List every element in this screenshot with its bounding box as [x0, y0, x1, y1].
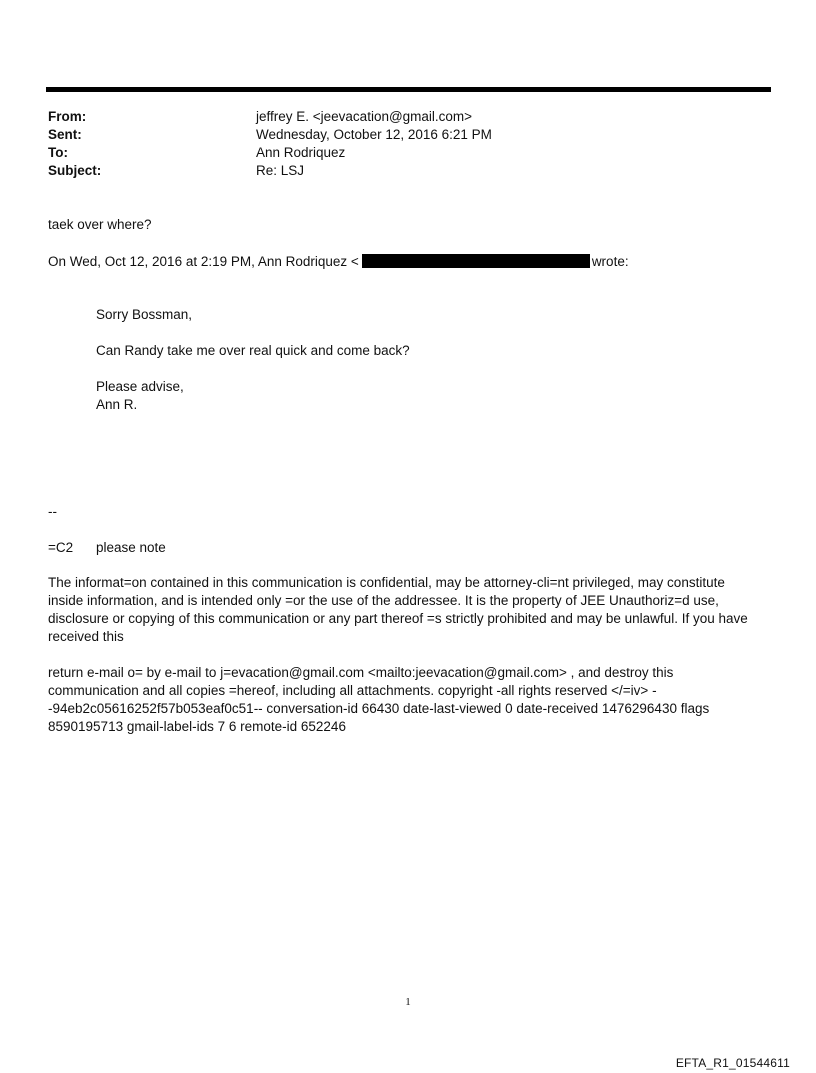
- sent-label: Sent:: [48, 127, 82, 142]
- signature-separator: --: [48, 504, 57, 519]
- from-label: From:: [48, 109, 87, 124]
- header-rule: [46, 87, 771, 92]
- reply-text: taek over where?: [48, 217, 152, 232]
- to-label: To:: [48, 145, 68, 160]
- page-number: 1: [405, 996, 411, 1008]
- quote-intro-suffix: wrote:: [591, 254, 629, 269]
- quote-intro-prefix: On Wed, Oct 12, 2016 at 2:19 PM, Ann Rodriquez <: [48, 254, 359, 269]
- to-value: Ann Rodriquez: [256, 145, 346, 160]
- sent-value: Wednesday, October 12, 2016 6:21 PM: [256, 127, 492, 142]
- quoted-question: Can Randy take me over real quick and come back?: [96, 343, 410, 358]
- redaction-block: [362, 254, 590, 268]
- quoted-signature: Ann R.: [96, 397, 138, 412]
- from-value: jeffrey E. <jeevacation@gmail.com>: [256, 109, 473, 124]
- note-prefix: =C2: [48, 540, 74, 555]
- subject-label: Subject:: [48, 163, 102, 178]
- quoted-greeting: Sorry Bossman,: [96, 307, 193, 322]
- note-line: [48, 539, 166, 557]
- return-paragraph: return e-mail o= by e-mail to j=evacation@gmail.com <mailto:jeevacation@gmail.com> , and destroy this communication and all copies =hereof, including all attachments. copyright -all rights reserved </=iv> --94eb2c05616252f57b053eaf0c51-- conversation-id 66430 date-last-viewed 0 date-received 1476296430 flags 8590195713 gmail-label-ids 7 6 remote-id 652246: [48, 665, 710, 734]
- subject-value: Re: LSJ: [256, 163, 305, 178]
- bates-number: EFTA_R1_01544611: [675, 1056, 790, 1070]
- quoted-closing: Please advise,: [96, 379, 184, 394]
- quote-intro: [48, 253, 629, 271]
- note-text: please note: [96, 540, 166, 555]
- disclaimer-paragraph: The informat=on contained in this communication is confidential, may be attorney-cli=nt privileged, may constitute inside information, and is intended only =or the use of the addressee. It is the property of JEE Unauthoriz=d use, disclosure or copying of this communication or any part thereof =s strictly prohibited and may be unlawful. If you have received this: [48, 575, 748, 644]
